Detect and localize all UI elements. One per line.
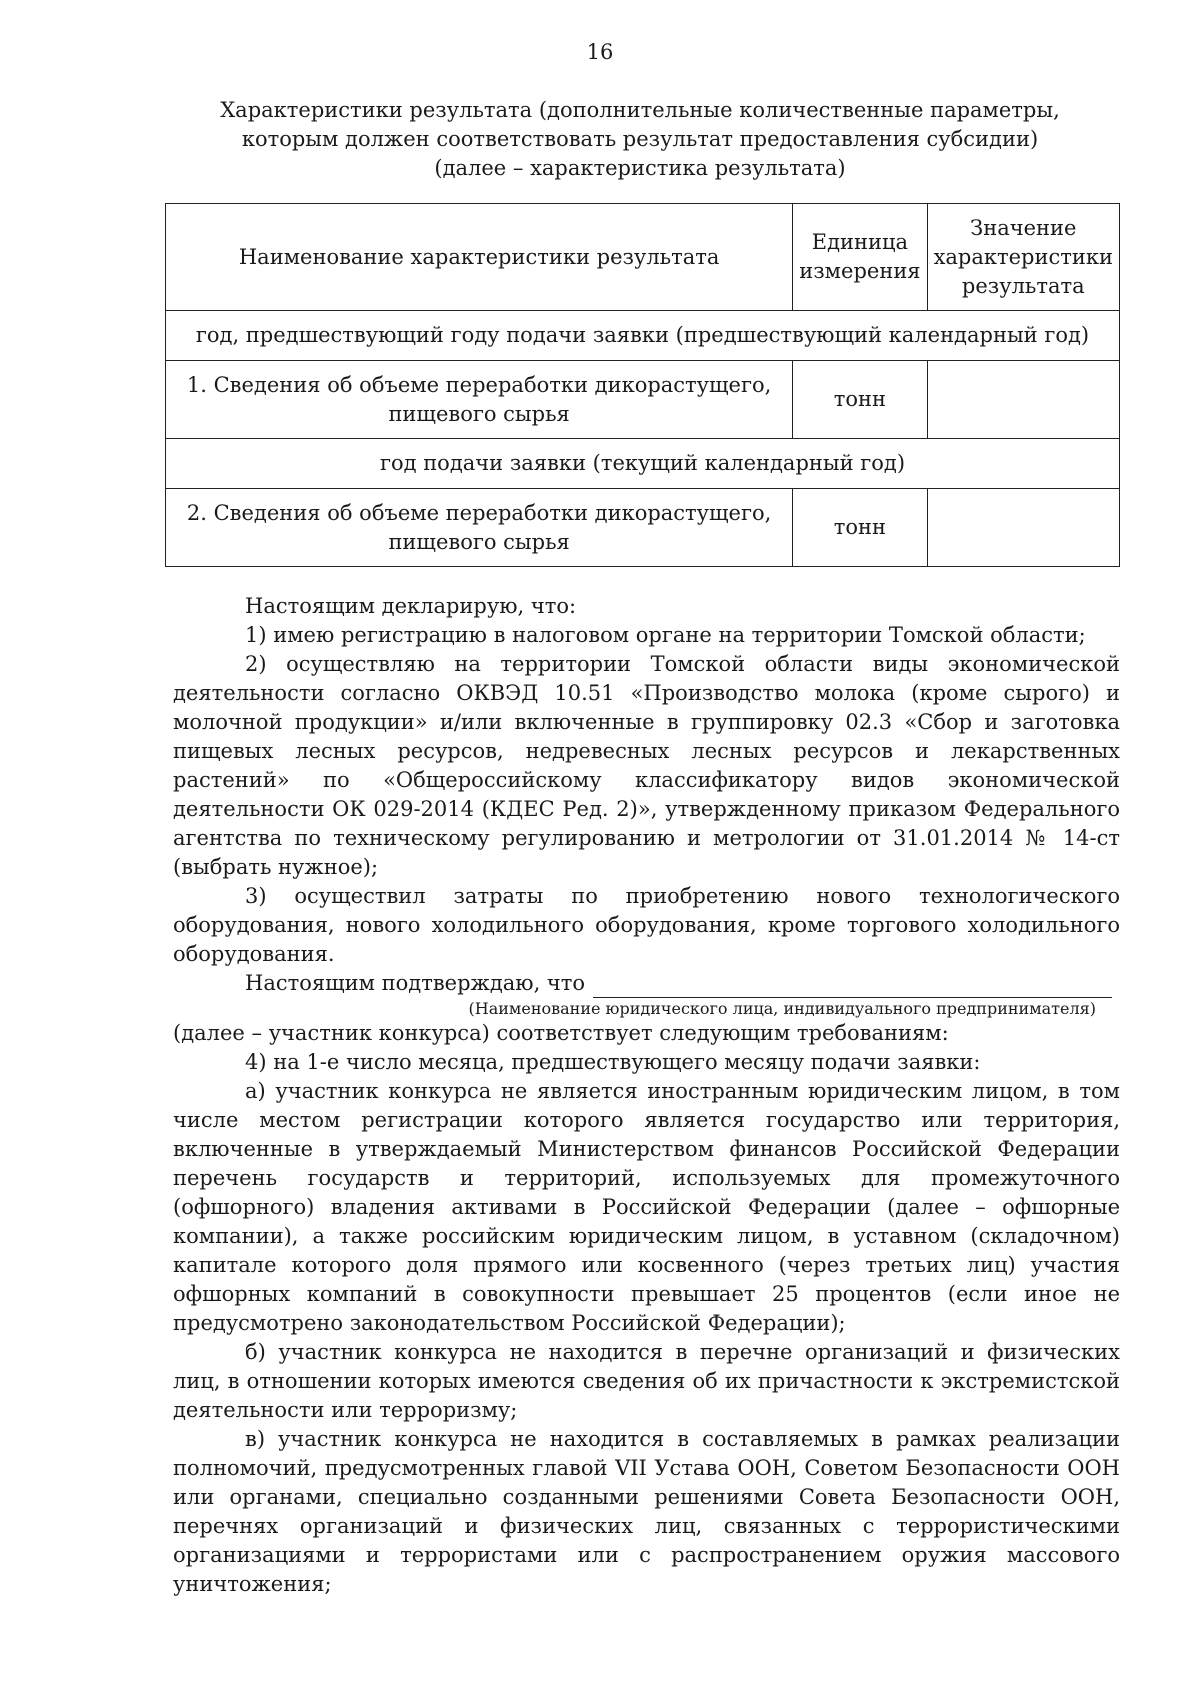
declaration-item-2: 2) осуществляю на территории Томской области виды экономической деятельности согласно ОКВЭД 10.51 «Производство молока (кроме сырого) и молочной продукции» и/или включенные в группировку 02.3 «Сбор и заготовка пищевых лесных ресурсов, недревесных лесных ресурсов и лекарственных растений» по «Общероссийскому классификатору видов экономической деятельности ОК 029-2014 (КДЕС Ред. 2)», утвержденному приказом Федерального агентства по техническому регулированию и метрологии от 31.01.2014 № 14-ст (выбрать нужное); xyxy=(173,652,1120,879)
entity-name-field[interactable] xyxy=(593,975,1112,998)
header-unit: Единица измерения xyxy=(793,204,927,311)
row-2-value[interactable] xyxy=(927,489,1119,567)
table-section-row xyxy=(166,311,1120,361)
heading-line-3: (далее – характеристика результата) xyxy=(434,156,846,180)
section-current-year: год подачи заявки (текущий календарный год) xyxy=(166,439,1120,489)
entity-name-caption: (Наименование юридического лица, индивидуального предпринимателя) xyxy=(468,999,1096,1018)
row-2-unit: тонн xyxy=(793,489,927,567)
row-1-value[interactable] xyxy=(927,361,1119,439)
table-header-row xyxy=(166,204,1120,311)
result-characteristics-table xyxy=(165,203,1120,567)
declaration-item-3: 3) осуществил затраты по приобретению нового технологического оборудования, нового холодильного оборудования, кроме торгового холодильного оборудования. xyxy=(173,884,1120,966)
confirmation-label: Настоящим подтверждаю, что xyxy=(245,971,586,995)
result-characteristics-heading xyxy=(160,96,1120,183)
requirement-item-a: а) участник конкурса не является иностранным юридическим лицом, в том числе местом регистрации которого является государство или территория, включенные в утверждаемый Министерством финансов Российской Федерации перечень государств и территорий, используемых для промежуточного (офшорного) владения активами в Российской Федерации (далее – офшорные компании), а также российским юридическим лицом, в уставном (складочном) капитале которого доля прямого или косвенного (через третьих лиц) участия офшорных компаний в совокупности превышает 25 процентов (если иное не предусмотрено законодательством Российской Федерации); xyxy=(173,1079,1120,1335)
heading-line-1: Характеристики результата (дополнительные количественные параметры, xyxy=(220,98,1060,122)
page-number: 16 xyxy=(586,40,614,64)
header-value: Значение характеристики результата xyxy=(927,204,1119,311)
table-section-row xyxy=(166,439,1120,489)
row-1-unit: тонн xyxy=(793,361,927,439)
declaration-intro: Настоящим декларирую, что: xyxy=(245,594,577,618)
declaration-item-1: 1) имею регистрацию в налоговом органе на территории Томской области; xyxy=(245,623,1086,647)
document-body xyxy=(173,592,1120,1599)
confirmation-line xyxy=(173,969,1120,998)
row-2-name: 2. Сведения об объеме переработки дикорастущего, пищевого сырья xyxy=(166,489,793,567)
requirement-item-4: 4) на 1-е число месяца, предшествующего месяцу подачи заявки: xyxy=(245,1050,981,1074)
confirmation-continuation: (далее – участник конкурса) соответствует следующим требованиям: xyxy=(173,1021,949,1045)
requirement-item-v: в) участник конкурса не находится в составляемых в рамках реализации полномочий, предусмотренных главой VII Устава ООН, Советом Безопасности ООН или органами, специально созданными решениями Совета Безопасности ООН, перечнях организаций и физических лиц, связанных с террористическими организациями и террористами или с распространением оружия массового уничтожения; xyxy=(173,1427,1120,1596)
row-1-name: 1. Сведения об объеме переработки дикорастущего, пищевого сырья xyxy=(166,361,793,439)
requirement-item-b: б) участник конкурса не находится в перечне организаций и физических лиц, в отношении которых имеются сведения об их причастности к экстремистской деятельности или терроризму; xyxy=(173,1340,1120,1422)
section-previous-year: год, предшествующий году подачи заявки (предшествующий календарный год) xyxy=(166,311,1120,361)
table-row xyxy=(166,489,1120,567)
header-name: Наименование характеристики результата xyxy=(166,204,793,311)
table-row xyxy=(166,361,1120,439)
heading-line-2: которым должен соответствовать результат предоставления субсидии) xyxy=(241,127,1039,151)
